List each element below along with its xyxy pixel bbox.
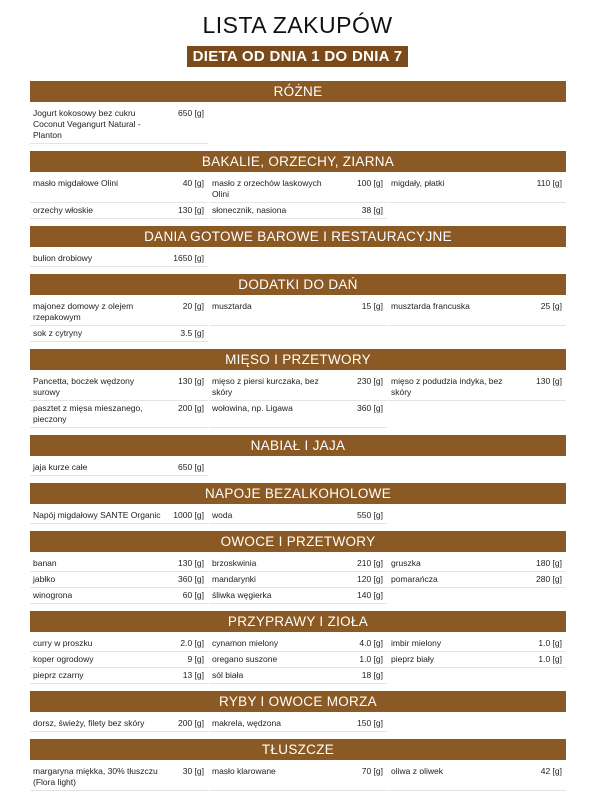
list-item	[388, 764, 566, 791]
item-quantity: 70 [g]	[361, 766, 383, 776]
page-title: LISTA ZAKUPÓW	[202, 12, 393, 38]
item-name: oliwa z oliwek	[391, 766, 443, 776]
item-name: słonecznik, nasiona	[212, 205, 287, 215]
item-quantity: 4.0 [g]	[359, 638, 383, 648]
list-item	[30, 764, 208, 791]
list-item	[30, 251, 208, 267]
empty-cell	[209, 326, 387, 342]
item-quantity: 2.0 [g]	[180, 638, 204, 648]
list-item	[209, 764, 387, 791]
empty-cell	[209, 460, 387, 476]
item-name: bulion drobiowy	[33, 253, 93, 263]
section	[30, 226, 566, 274]
item-quantity: 230 [g]	[357, 376, 383, 386]
list-item	[388, 176, 566, 203]
list-item	[30, 668, 208, 684]
list-item	[209, 374, 387, 401]
item-name: wołowina, np. Ligawa	[212, 403, 293, 413]
empty-cell	[388, 401, 566, 428]
list-row	[30, 668, 566, 684]
section	[30, 81, 566, 151]
item-name: margaryna miękka, 30% tłuszczu (Flora light)	[33, 766, 158, 787]
list-item	[209, 588, 387, 604]
item-name: sól biała	[212, 670, 244, 680]
list-row	[30, 556, 566, 572]
list-item	[209, 716, 387, 732]
section	[30, 483, 566, 531]
item-quantity: 140 [g]	[357, 590, 383, 600]
list-row	[30, 251, 566, 267]
item-quantity: 13 [g]	[182, 670, 204, 680]
list-item	[209, 668, 387, 684]
list-item	[209, 299, 387, 326]
list-item	[30, 636, 208, 652]
list-item	[209, 652, 387, 668]
item-quantity: 100 [g]	[357, 178, 383, 188]
item-quantity: 15 [g]	[361, 301, 383, 311]
item-name: majonez domowy z olejem rzepakowym	[33, 301, 134, 322]
empty-cell	[388, 326, 566, 342]
item-name: mandarynki	[212, 574, 256, 584]
item-quantity: 650 [g]	[178, 108, 204, 118]
item-quantity: 130 [g]	[178, 205, 204, 215]
section-header: RYBY I OWOCE MORZA	[30, 691, 566, 712]
section-header: NABIAŁ I JAJA	[30, 435, 566, 456]
list-row	[30, 716, 566, 732]
item-name: makrela, wędzona	[212, 718, 281, 728]
list-item	[30, 716, 208, 732]
item-name: migdały, płatki	[391, 178, 445, 188]
item-name: Napój migdałowy SANTE Organic	[33, 510, 161, 520]
list-item	[30, 652, 208, 668]
item-name: orzechy włoskie	[33, 205, 93, 215]
section-spacer	[30, 219, 566, 226]
empty-cell	[388, 251, 566, 267]
item-name: banan	[33, 558, 57, 568]
list-item	[30, 572, 208, 588]
item-name: cynamon mielony	[212, 638, 279, 648]
list-item	[388, 572, 566, 588]
item-name: woda	[212, 510, 233, 520]
item-quantity: 550 [g]	[357, 510, 383, 520]
item-name: pieprz czarny	[33, 670, 84, 680]
item-quantity: 1.0 [g]	[538, 654, 562, 664]
item-quantity: 130 [g]	[536, 376, 562, 386]
item-quantity: 25 [g]	[540, 301, 562, 311]
item-name: masło klarowane	[212, 766, 276, 776]
section-header: BAKALIE, ORZECHY, ZIARNA	[30, 151, 566, 172]
item-quantity: 130 [g]	[178, 376, 204, 386]
section-spacer	[30, 524, 566, 531]
section-spacer	[30, 684, 566, 691]
list-item	[388, 556, 566, 572]
item-name: brzoskwinia	[212, 558, 257, 568]
list-row	[30, 176, 566, 203]
item-quantity: 180 [g]	[536, 558, 562, 568]
empty-cell	[388, 668, 566, 684]
item-quantity: 30 [g]	[182, 766, 204, 776]
list-row	[30, 764, 566, 791]
section-spacer	[30, 144, 566, 151]
item-quantity: 210 [g]	[357, 558, 383, 568]
list-item	[209, 176, 387, 203]
list-item	[30, 588, 208, 604]
list-item	[30, 299, 208, 326]
list-row	[30, 588, 566, 604]
item-name: winogrona	[33, 590, 73, 600]
list-item	[30, 203, 208, 219]
item-name: sok z cytryny	[33, 328, 83, 338]
list-item	[209, 556, 387, 572]
list-item	[388, 374, 566, 401]
item-quantity: 280 [g]	[536, 574, 562, 584]
list-item	[388, 636, 566, 652]
item-name: Jogurt kokosowy bez cukru Coconut Vegangurt Natural - Planton	[33, 108, 141, 140]
item-quantity: 650 [g]	[178, 462, 204, 472]
list-item	[30, 460, 208, 476]
section-header: DANIA GOTOWE BAROWE I RESTAURACYJNE	[30, 226, 566, 247]
empty-cell	[388, 106, 566, 144]
list-row	[30, 203, 566, 219]
item-quantity: 120 [g]	[357, 574, 383, 584]
item-name: musztarda francuska	[391, 301, 470, 311]
item-quantity: 42 [g]	[540, 766, 562, 776]
list-row	[30, 106, 566, 144]
section-spacer	[30, 732, 566, 739]
list-item	[30, 508, 208, 524]
list-item	[209, 508, 387, 524]
section-spacer	[30, 267, 566, 274]
list-item	[209, 636, 387, 652]
section	[30, 739, 566, 798]
list-item	[209, 401, 387, 428]
section-header: RÓŻNE	[30, 81, 566, 102]
item-name: pasztet z mięsa mieszanego, pieczony	[33, 403, 143, 424]
list-item	[30, 374, 208, 401]
section-spacer	[30, 791, 566, 798]
section	[30, 435, 566, 483]
list-row	[30, 326, 566, 342]
shopping-list	[30, 81, 566, 798]
item-quantity: 38 [g]	[361, 205, 383, 215]
item-name: Pancetta, boczek wędzony surowy	[33, 376, 135, 397]
item-quantity: 130 [g]	[178, 558, 204, 568]
list-row	[30, 374, 566, 401]
empty-cell	[388, 460, 566, 476]
empty-cell	[388, 716, 566, 732]
list-item	[30, 176, 208, 203]
item-quantity: 3.5 [g]	[180, 328, 204, 338]
item-quantity: 360 [g]	[357, 403, 383, 413]
subtitle-container	[0, 46, 595, 67]
item-name: mięso z piersi kurczaka, bez skóry	[212, 376, 319, 397]
section-header: OWOCE I PRZETWORY	[30, 531, 566, 552]
section	[30, 349, 566, 435]
item-quantity: 9 [g]	[187, 654, 204, 664]
item-quantity: 40 [g]	[182, 178, 204, 188]
page-subtitle: DIETA OD DNIA 1 DO DNIA 7	[187, 46, 409, 67]
item-quantity: 1650 [g]	[173, 253, 204, 263]
item-quantity: 1000 [g]	[173, 510, 204, 520]
item-name: śliwka węgierka	[212, 590, 272, 600]
item-name: oregano suszone	[212, 654, 278, 664]
item-quantity: 60 [g]	[182, 590, 204, 600]
section	[30, 274, 566, 349]
item-quantity: 200 [g]	[178, 718, 204, 728]
list-row	[30, 636, 566, 652]
empty-cell	[388, 588, 566, 604]
item-quantity: 150 [g]	[357, 718, 383, 728]
section-header: DODATKI DO DAŃ	[30, 274, 566, 295]
item-name: mięso z podudzia indyka, bez skóry	[391, 376, 503, 397]
item-name: jaja kurze całe	[33, 462, 88, 472]
item-name: pomarańcza	[391, 574, 438, 584]
list-item	[388, 299, 566, 326]
section-spacer	[30, 604, 566, 611]
item-name: masło migdałowe Olini	[33, 178, 119, 188]
item-name: curry w proszku	[33, 638, 93, 648]
list-row	[30, 572, 566, 588]
section-spacer	[30, 428, 566, 435]
section-header: PRZYPRAWY I ZIOŁA	[30, 611, 566, 632]
list-row	[30, 401, 566, 428]
list-item	[209, 572, 387, 588]
item-name: dorsz, świeży, filety bez skóry	[33, 718, 145, 728]
empty-cell	[388, 203, 566, 219]
list-row	[30, 299, 566, 326]
list-item	[30, 326, 208, 342]
empty-cell	[209, 251, 387, 267]
item-name: jabłko	[33, 574, 56, 584]
item-quantity: 20 [g]	[182, 301, 204, 311]
item-quantity: 1.0 [g]	[538, 638, 562, 648]
list-item	[209, 203, 387, 219]
item-name: gruszka	[391, 558, 421, 568]
item-name: koper ogrodowy	[33, 654, 94, 664]
section	[30, 531, 566, 611]
list-row	[30, 460, 566, 476]
item-name: masło z orzechów laskowych Olini	[212, 178, 322, 199]
list-item	[30, 106, 208, 144]
section-header: TŁUSZCZE	[30, 739, 566, 760]
list-item	[388, 652, 566, 668]
item-quantity: 18 [g]	[361, 670, 383, 680]
item-name: musztarda	[212, 301, 252, 311]
list-row	[30, 652, 566, 668]
section	[30, 691, 566, 739]
item-quantity: 200 [g]	[178, 403, 204, 413]
section-spacer	[30, 476, 566, 483]
list-item	[30, 556, 208, 572]
section-spacer	[30, 342, 566, 349]
empty-cell	[388, 508, 566, 524]
section	[30, 151, 566, 226]
item-name: pieprz biały	[391, 654, 434, 664]
empty-cell	[209, 106, 387, 144]
item-quantity: 1.0 [g]	[359, 654, 383, 664]
item-quantity: 360 [g]	[178, 574, 204, 584]
section-header: MIĘSO I PRZETWORY	[30, 349, 566, 370]
list-row	[30, 508, 566, 524]
section-header: NAPOJE BEZALKOHOLOWE	[30, 483, 566, 504]
item-name: imbir mielony	[391, 638, 442, 648]
section	[30, 611, 566, 691]
list-item	[30, 401, 208, 428]
item-quantity: 110 [g]	[536, 178, 562, 188]
